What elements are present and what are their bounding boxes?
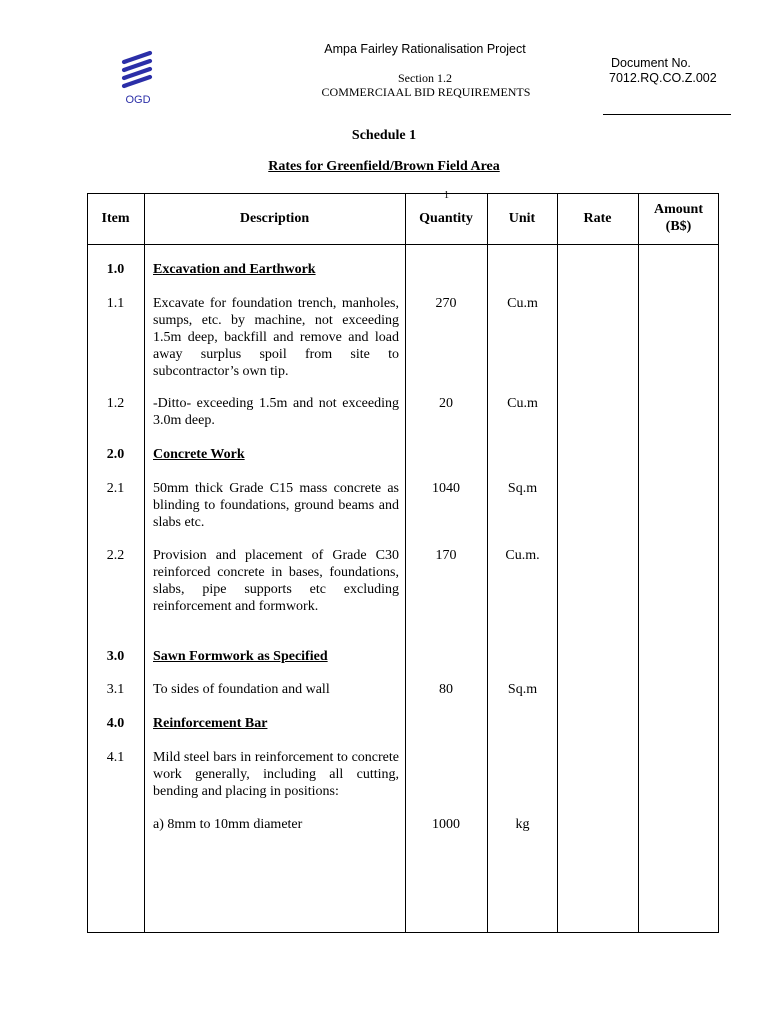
- schedule-title: Schedule 1: [351, 128, 417, 143]
- table-row-heading: Sawn Formwork as Specified: [153, 649, 328, 664]
- schedule-subtitle: Rates for Greenfield/Brown Field Area: [268, 159, 500, 174]
- table-row-description: Excavate for foundation trench, manholes, sumps, etc. by machine, not exceeding 1.5m deep, backfill and remove and load away surplus spoil from site to subcontractor’s own tip.: [153, 296, 399, 379]
- header-quantity: Quantity: [419, 211, 473, 226]
- table-row-item: 2.1: [106, 481, 125, 496]
- header-row-divider: [87, 244, 719, 245]
- table-row-item: 1.1: [106, 296, 125, 311]
- table-row-description: -Ditto- exceeding 1.5m and not exceeding 3.0m deep.: [153, 396, 399, 428]
- column-divider: [557, 193, 558, 933]
- document-number-value: 7012.RQ.CO.Z.002: [609, 71, 717, 85]
- table-row-item: 3.0: [106, 649, 125, 664]
- section-number: Section 1.2: [398, 71, 452, 85]
- table-row-unit: Cu.m.: [505, 548, 540, 563]
- table-row-unit: Sq.m: [507, 481, 538, 496]
- table-row-quantity: 170: [435, 548, 457, 563]
- table-row-unit: Cu.m: [507, 396, 538, 411]
- table-row-unit: Cu.m: [507, 296, 538, 311]
- company-logo: [118, 50, 160, 106]
- table-row-item: 1.0: [106, 262, 125, 277]
- table-row-quantity: 1000: [432, 817, 460, 832]
- column-divider: [638, 193, 639, 933]
- table-row-description: 50mm thick Grade C15 mass concrete as blinding to foundations, ground beams and slabs etc.: [153, 481, 399, 530]
- table-row-quantity: 80: [439, 682, 453, 697]
- logo-stripes-icon: [118, 50, 160, 106]
- column-divider: [144, 193, 145, 933]
- header-rule: [603, 114, 731, 115]
- table-row-unit: Sq.m: [507, 682, 538, 697]
- header-item: Item: [101, 211, 130, 226]
- table-row-item: 2.2: [106, 548, 125, 563]
- header-description: Description: [239, 211, 310, 226]
- table-row-heading: Excavation and Earthwork: [153, 262, 316, 277]
- section-title: COMMERCIAAL BID REQUIREMENTS: [321, 85, 531, 99]
- logo-text: OGD: [125, 94, 151, 106]
- table-row-description: Provision and placement of Grade C30 reinforced concrete in bases, foundations, slabs, pipe supports etc excluding reinforcement and formwork.: [153, 548, 399, 614]
- table-subrow-description: a) 8mm to 10mm diameter: [153, 817, 303, 832]
- table-row-heading: Reinforcement Bar: [153, 716, 268, 731]
- table-row-description: Mild steel bars in reinforcement to concrete work generally, including all cutting, bending and placing in positions:: [153, 750, 399, 799]
- document-number-label: Document No.: [611, 56, 691, 70]
- table-row-item: 2.0: [106, 447, 125, 462]
- header-amount: Amount: [653, 202, 703, 217]
- project-name: Ampa Fairley Rationalisation Project: [324, 42, 526, 56]
- table-row-item: 1.2: [106, 396, 125, 411]
- table-row-quantity: 1040: [432, 481, 460, 496]
- table-row-description: To sides of foundation and wall: [153, 682, 330, 697]
- table-row-quantity: 20: [439, 396, 453, 411]
- header-amount-currency: (B$): [665, 219, 692, 234]
- header-quantity-mark: 1: [444, 190, 449, 201]
- table-row-unit: kg: [515, 817, 530, 832]
- header-unit: Unit: [508, 211, 536, 226]
- header-rate: Rate: [583, 211, 612, 226]
- table-row-quantity: 270: [435, 296, 457, 311]
- table-row-item: 4.0: [106, 716, 125, 731]
- table-row-item: 3.1: [106, 682, 125, 697]
- table-row-item: 4.1: [106, 750, 125, 765]
- table-row-heading: Concrete Work: [153, 447, 245, 462]
